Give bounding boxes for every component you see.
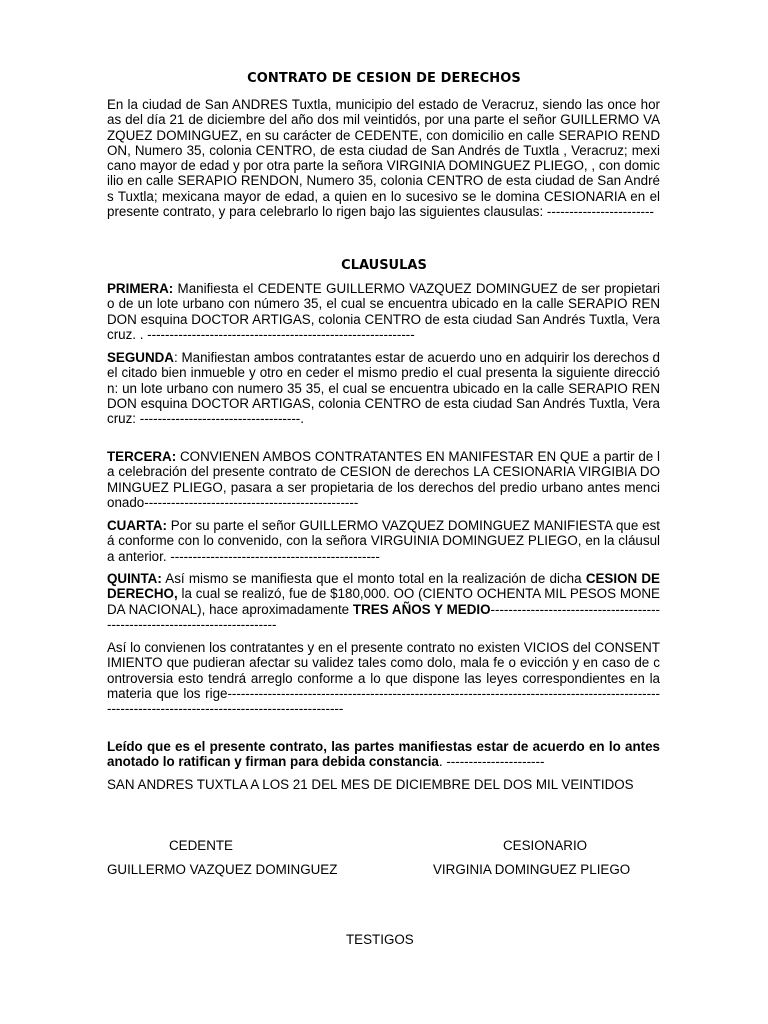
leido-bold: Leído que es el presente contrato, las partes manifiestas estar de acuerdo en lo antes anotado lo ratifican y firman para debida constancia: [107, 739, 660, 770]
clause-cuarta: [107, 518, 660, 564]
clause-segunda-text: : Manifiestan ambos contratantes estar de acuerdo uno en adquirir los derechos del citado bien inmueble y otro en ceder el mismo predio el cual presenta la siguiente dirección: un lote urbano con numero 35 35, el cual se encuentra ubicado en la calle SERAPIO RENDON esquina DOCTOR ARTIGAS, colonia CENTRO de esta ciudad San Andrés Tuxtla, Veracruz: ------------------------------------.: [107, 350, 660, 427]
testigos-label: TESTIGOS: [346, 932, 414, 947]
clause-primera-label: PRIMERA:: [107, 281, 174, 296]
clausulas-heading: CLAUSULAS: [341, 258, 427, 273]
clause-segunda-label: SEGUNDA: [107, 350, 174, 365]
cedente-label: CEDENTE: [169, 838, 233, 853]
clause-cuarta-label: CUARTA:: [107, 518, 167, 533]
clause-quinta: [107, 571, 660, 632]
clause-primera-text: Manifiesta el CEDENTE GUILLERMO VAZQUEZ DOMINGUEZ de ser propietario de un lote urbano con número 35, el cual se encuentra ubicado en la calle SERAPIO RENDON esquina DOCTOR ARTIGAS, colonia CENTRO de esta ciudad San Andrés Tuxtla, Veracruz. . ------------------------------------------------------------: [107, 281, 660, 342]
cedente-name: GUILLERMO VAZQUEZ DOMINGUEZ: [107, 862, 338, 877]
clause-quinta-bold-b: TRES AÑOS Y MEDIO: [352, 601, 491, 617]
cesionario-label: CESIONARIO: [503, 838, 588, 853]
fecha-paragraph: SAN ANDRES TUXTLA A LOS 21 DEL MES DE DICIEMBRE DEL DOS MIL VEINTIDOS: [107, 777, 634, 792]
clause-quinta-text-b: la cual se realizó, fue de $180,000. OO (CIENTO OCHENTA MIL PESOS MONEDA NACIONAL), hace aproximadamente: [107, 586, 660, 617]
clause-segunda: [107, 350, 660, 426]
clause-quinta-bold-a: CESION DE DERECHO,: [107, 571, 660, 602]
vicios-paragraph: Así lo convienen los contratantes y en el presente contrato no existen VICIOS del CONSENTIMIENTO que pudieran afectar su validez tales como dolo, mala fe o evicción y en caso de controversia esto tendrá arreglo conforme a lo que dispone las leyes correspondientes en la materia que los rige------------------------------------------------------------------------------------------------------------------------------------------------------: [107, 640, 660, 717]
clause-tercera-label: TERCERA:: [107, 449, 177, 464]
intro-paragraph: En la ciudad de San ANDRES Tuxtla, municipio del estado de Veracruz, siendo las once horas del día 21 de diciembre del año dos mil veintidós, por una parte el señor GUILLERMO VAZQUEZ DOMINGUEZ, en su carácter de CEDENTE, con domicilio en calle SERAPIO RENDON, Numero 35, colonia CENTRO, de esta ciudad de San Andrés de Tuxtla , Veracruz; mexicano mayor de edad y por otra parte la señora VIRGINIA DOMINGUEZ PLIEGO, , con domicilio en calle SERAPIO RENDON, Numero 35, colonia CENTRO de esta ciudad de San Andrés Tuxtla; mexicana mayor de edad, a quien en lo sucesivo se le domina CESIONARIA en el presente contrato, y para celebrarlo lo rigen bajo las siguientes clausulas: ------------------------: [107, 97, 660, 220]
leido-paragraph: [107, 739, 660, 770]
clause-primera: [107, 281, 660, 342]
clause-quinta-text-a: Así mismo se manifiesta que el monto total en la realización de dicha: [161, 571, 586, 586]
clause-tercera: [107, 449, 660, 510]
clause-quinta-text-c: ----------------------------------------------------------------------------: [107, 601, 660, 632]
leido-tail: . ----------------------: [438, 754, 545, 770]
clause-cuarta-text: Por su parte el señor GUILLERMO VAZQUEZ DOMINGUEZ MANIFIESTA que está conforme con lo convenido, con la señora VIRGUINIA DOMINGUEZ PLIEGO, en la cláusula anterior. -----------------------------------------------: [107, 518, 660, 564]
cesionario-name: VIRGINIA DOMINGUEZ PLIEGO: [433, 862, 631, 877]
clause-quinta-label: QUINTA:: [107, 571, 162, 586]
clause-tercera-text: CONVIENEN AMBOS CONTRATANTES EN MANIFESTAR EN QUE a partir de la celebración del presente contrato de CESION de derechos LA CESIONARIA VIRGIBIA DOMINGUEZ PLIEGO, pasara a ser propietaria de los derechos del predio urbano antes mencionado------------------------------------------------: [107, 449, 660, 510]
document-title: CONTRATO DE CESION DE DERECHOS: [247, 71, 521, 86]
